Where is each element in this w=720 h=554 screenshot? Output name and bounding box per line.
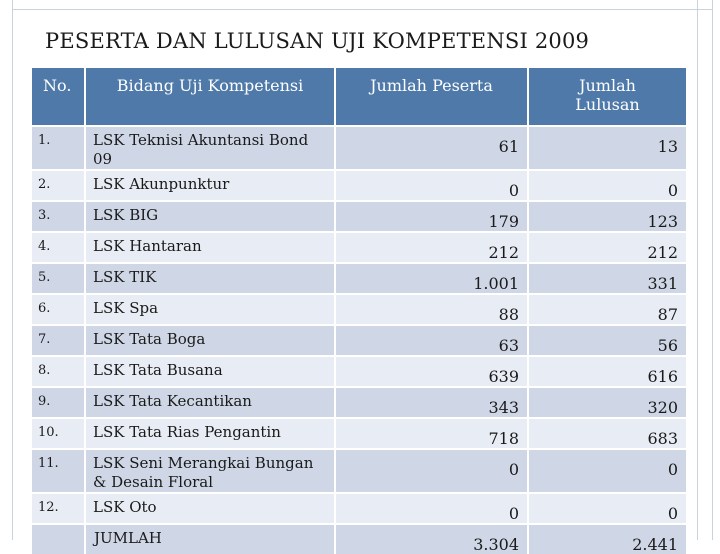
row-peserta: 63 [334,324,527,355]
row-no: 12. [32,492,84,523]
row-bidang: LSK BIG [84,200,334,231]
competency-table [32,68,686,554]
table-header-row [32,68,686,125]
total-row [32,523,686,554]
slide-frame-left [12,0,13,540]
row-no: 4. [32,231,84,262]
row-no: 11. [32,448,84,492]
total-peserta: 3.304 [334,523,527,554]
row-bidang: LSK Tata Rias Pengantin [84,417,334,448]
row-peserta: 179 [334,200,527,231]
table-row [32,293,686,324]
row-no: 9. [32,386,84,417]
row-bidang: LSK Hantaran [84,231,334,262]
row-lulusan: 212 [527,231,686,262]
row-peserta: 639 [334,355,527,386]
header-lulusan [527,68,686,125]
table-row [32,386,686,417]
row-peserta: 88 [334,293,527,324]
row-lulusan: 0 [527,492,686,523]
row-no: 7. [32,324,84,355]
table-body [32,125,686,554]
slide-title: PESERTA DAN LULUSAN UJI KOMPETENSI 2009 [45,29,590,53]
row-peserta: 1.001 [334,262,527,293]
row-peserta: 61 [334,125,527,169]
table-row [32,200,686,231]
row-bidang: LSK Seni Merangkai Bungan & Desain Floral [84,448,334,492]
row-no: 10. [32,417,84,448]
row-lulusan: 0 [527,169,686,200]
row-no: 3. [32,200,84,231]
row-peserta: 343 [334,386,527,417]
table-row [32,355,686,386]
row-peserta: 0 [334,169,527,200]
row-bidang: LSK Tata Busana [84,355,334,386]
row-peserta: 718 [334,417,527,448]
row-lulusan: 320 [527,386,686,417]
row-lulusan: 616 [527,355,686,386]
table-row [32,169,686,200]
row-no: 8. [32,355,84,386]
row-peserta: 0 [334,448,527,492]
row-bidang: LSK Tata Boga [84,324,334,355]
row-no: 6. [32,293,84,324]
table-row [32,125,686,169]
total-label: JUMLAH [84,523,334,554]
header-no: No. [32,68,84,125]
table-row [32,324,686,355]
header-lulusan-label: Jumlah Lulusan [575,76,640,114]
table-row [32,231,686,262]
row-bidang: LSK Spa [84,293,334,324]
row-no: 5. [32,262,84,293]
row-lulusan: 123 [527,200,686,231]
header-bidang: Bidang Uji Kompetensi [84,68,334,125]
row-bidang: LSK TIK [84,262,334,293]
total-no-blank [32,523,84,554]
table-row [32,492,686,523]
slide-frame-top [12,9,712,10]
row-no: 2. [32,169,84,200]
row-bidang: LSK Oto [84,492,334,523]
row-bidang: LSK Teknisi Akuntansi Bond 09 [84,125,334,169]
total-lulusan: 2.441 [527,523,686,554]
row-no: 1. [32,125,84,169]
row-lulusan: 87 [527,293,686,324]
slide-frame-right [697,0,713,540]
table-row [32,262,686,293]
row-lulusan: 331 [527,262,686,293]
header-peserta: Jumlah Peserta [334,68,527,125]
row-bidang: LSK Tata Kecantikan [84,386,334,417]
row-lulusan: 683 [527,417,686,448]
row-lulusan: 0 [527,448,686,492]
row-peserta: 0 [334,492,527,523]
row-peserta: 212 [334,231,527,262]
row-lulusan: 13 [527,125,686,169]
table-row [32,448,686,492]
row-lulusan: 56 [527,324,686,355]
table-row [32,417,686,448]
row-bidang: LSK Akunpunktur [84,169,334,200]
